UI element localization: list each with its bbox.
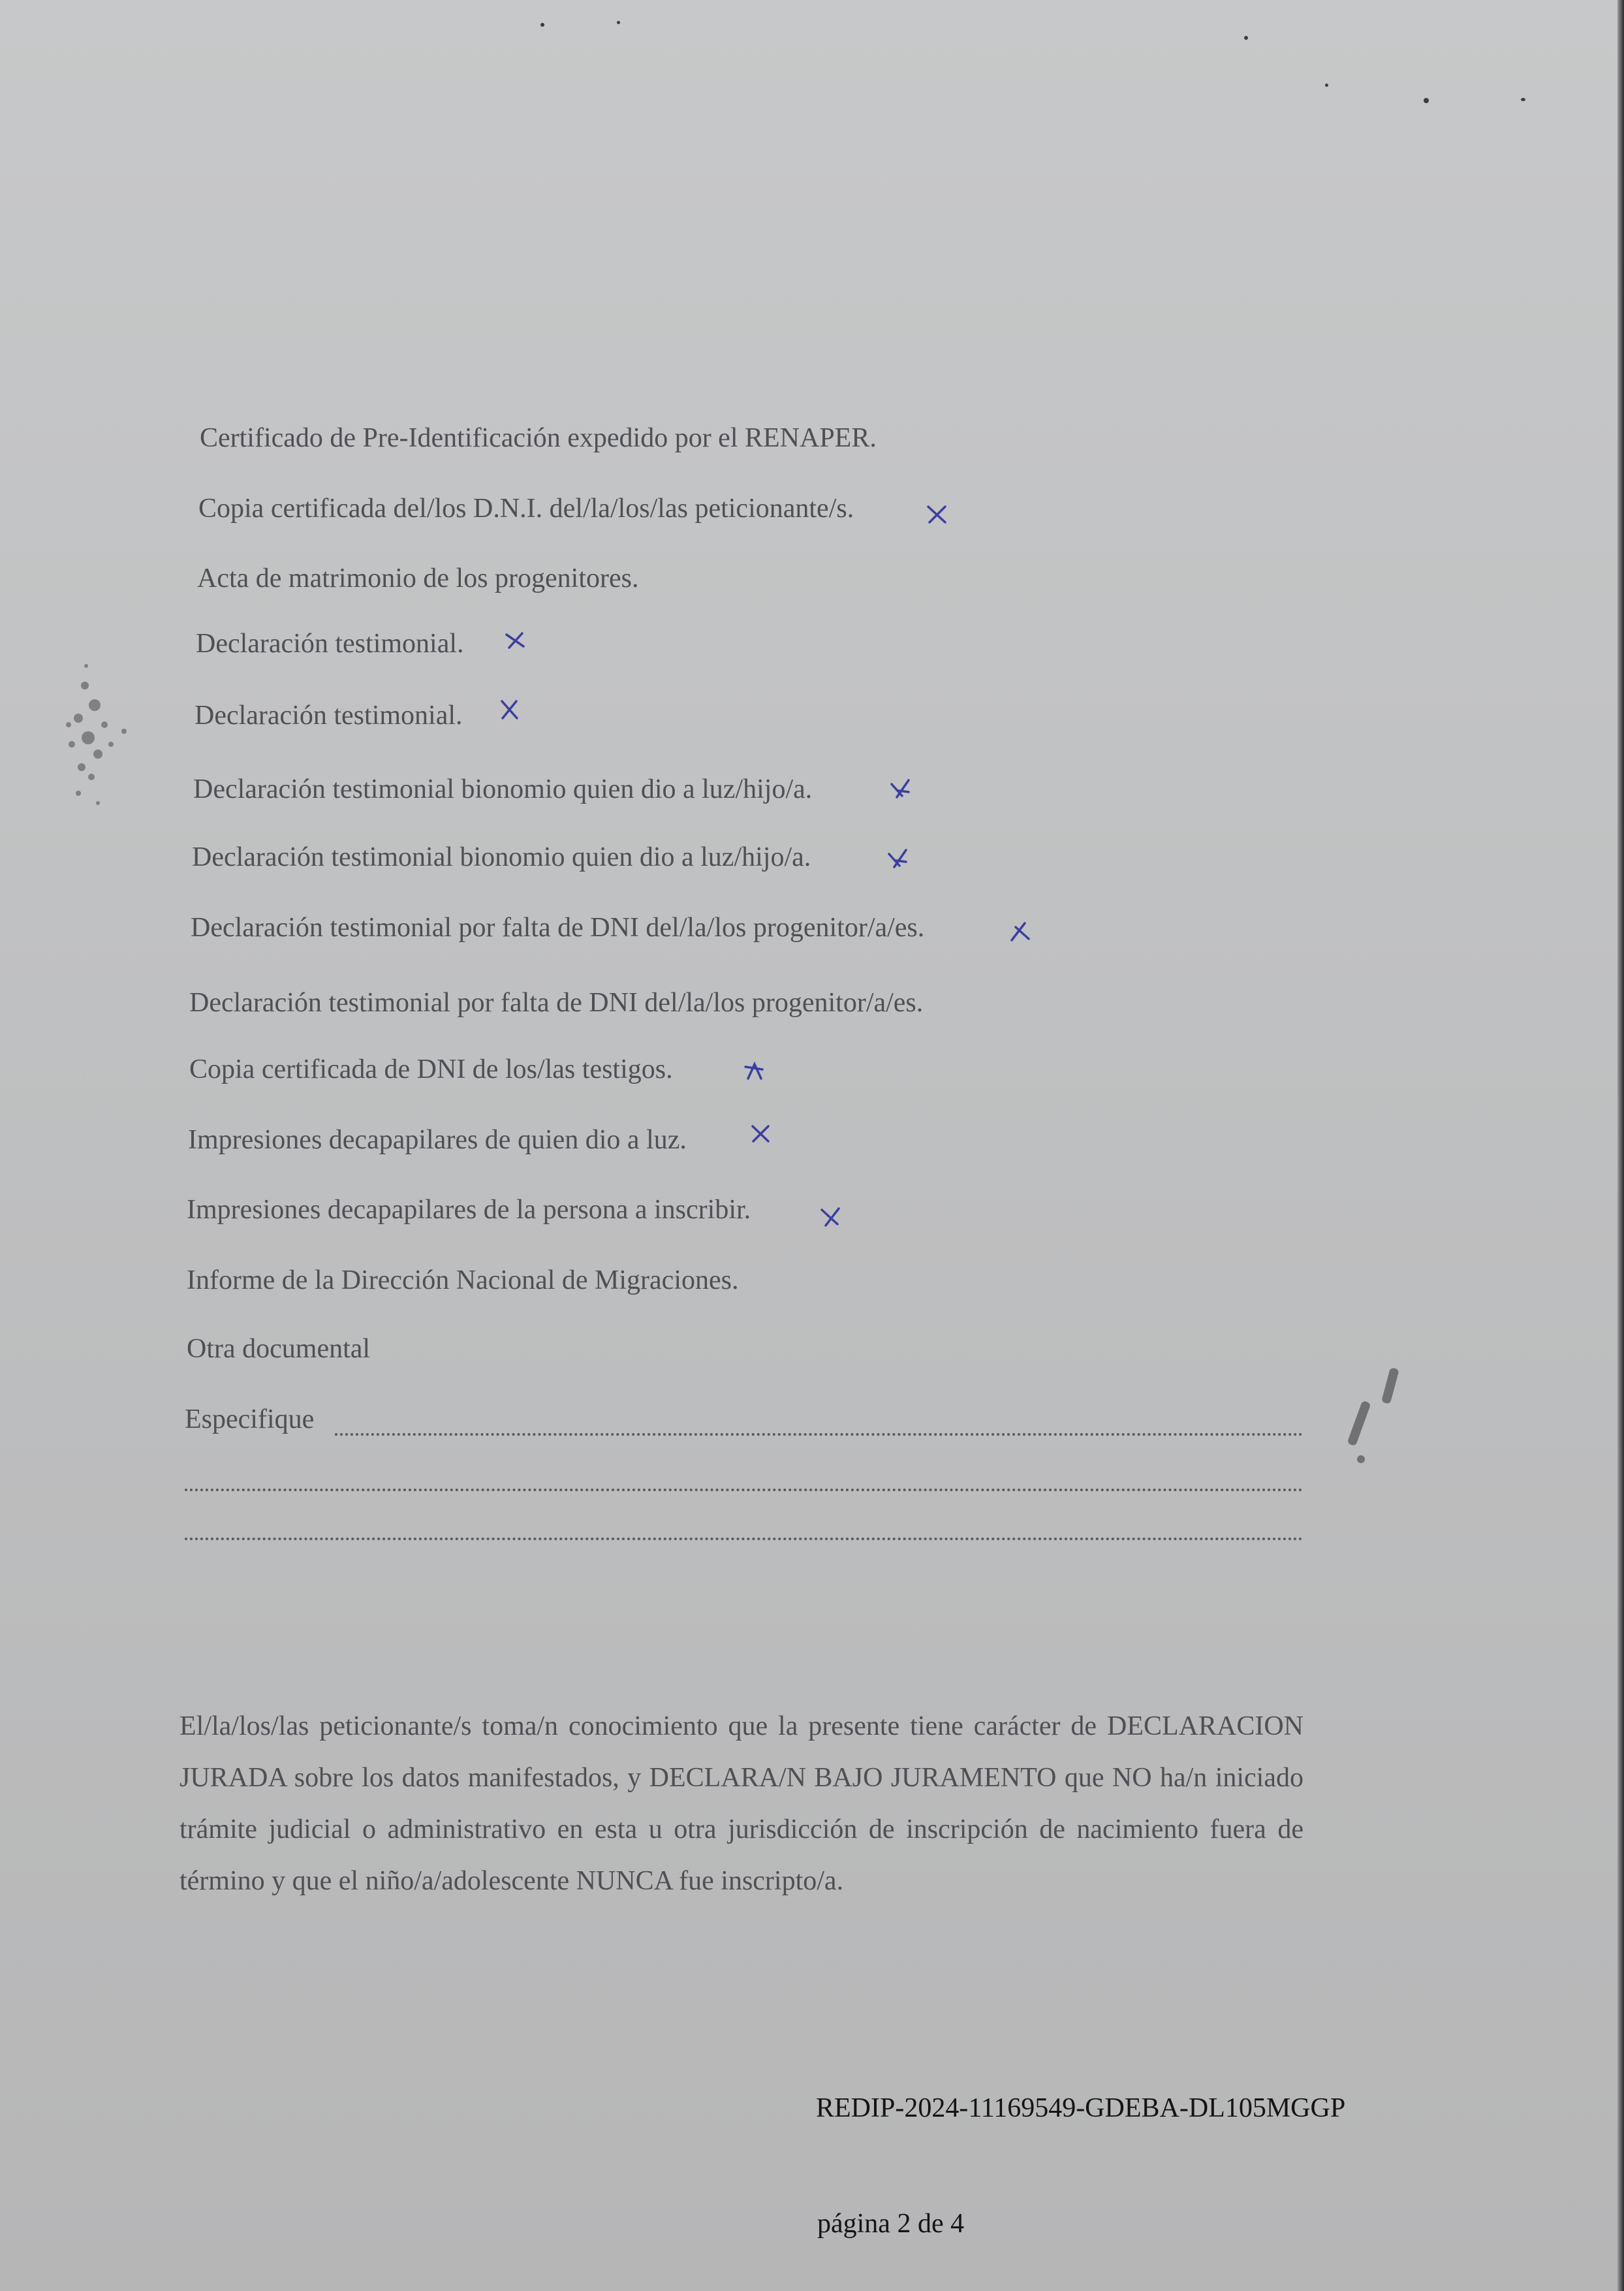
sworn-declaration: El/la/los/las peticionante/s toma/n conocimiento que la presente tiene carácter de DECLARACION JURADA sobre los datos manifestados, y DECLARA/N BAJO JURAMENTO que NO ha/n iniciado trámite judicial o administrativo en esta u otra jurisdicción de inscripción de nacimiento fuera de término y que el niño/a/adolescente NUNCA fue inscripto/a. [180, 1711, 1304, 1896]
checklist-item-label: Acta de matrimonio de los progenitores. [197, 563, 639, 593]
checklist-item-label: Otra documental [187, 1334, 371, 1364]
x-mark-icon [926, 503, 948, 525]
checklist-item-label: Copia certificada de DNI de los/las testigos. [189, 1054, 673, 1084]
page-number: página 2 de 4 [817, 2209, 965, 2239]
checklist-item-label: Impresiones decapapilares de quien dio a luz. [188, 1125, 687, 1155]
checklist-item [189, 1052, 673, 1086]
checklist-item [198, 492, 854, 526]
x-mark-icon [1009, 921, 1031, 943]
checklist-item [191, 911, 924, 945]
checklist-item [188, 1123, 687, 1157]
checklist-item [192, 840, 811, 874]
checklist-item [187, 1263, 738, 1297]
checklist-item-label: Informe de la Dirección Nacional de Migraciones. [187, 1265, 739, 1295]
checklist-item [187, 1332, 370, 1366]
x-mark-icon [889, 778, 911, 800]
checklist-item [193, 772, 812, 806]
x-mark-icon [819, 1205, 841, 1227]
specify-dotted-line[interactable] [185, 1489, 1303, 1491]
specify-line [185, 1402, 314, 1436]
checklist-item [200, 421, 877, 455]
specify-label: Especifique [185, 1404, 315, 1434]
x-mark-icon [749, 1123, 772, 1145]
specify-dotted-line[interactable] [185, 1538, 1303, 1540]
document-reference: REDIP-2024-11169549-GDEBA-DL105MGGP [816, 2093, 1346, 2123]
checklist-item [196, 627, 464, 661]
checklist-item [187, 1193, 751, 1227]
checklist-item-label: Declaración testimonial bionomio quien dio a luz/hijo/a. [192, 842, 811, 872]
checklist-item-label: Certificado de Pre-Identificación expedido por el RENAPER. [200, 423, 877, 453]
x-mark-icon [504, 629, 526, 652]
checklist-item-label: Declaración testimonial por falta de DNI del/la/los progenitor/a/es. [191, 913, 925, 943]
checklist-item-label: Declaración testimonial. [196, 629, 464, 659]
checklist-item-label: Impresiones decapapilares de la persona a inscribir. [187, 1195, 751, 1225]
x-mark-icon [886, 847, 909, 870]
checklist-item-label: Declaración testimonial por falta de DNI del/la/los progenitor/a/es. [189, 988, 924, 1018]
checklist-item [195, 699, 463, 733]
x-mark-icon [743, 1060, 765, 1082]
checklist-item-label: Declaración testimonial. [195, 701, 463, 731]
x-mark-icon [499, 699, 521, 721]
specify-dotted-line[interactable] [335, 1433, 1303, 1436]
checklist-item [189, 986, 923, 1020]
checklist-item-label: Copia certificada del/los D.N.I. del/la/los/las peticionante/s. [198, 494, 854, 524]
checklist-item [197, 561, 639, 595]
checklist-item-label: Declaración testimonial bionomio quien dio a luz/hijo/a. [193, 774, 813, 804]
